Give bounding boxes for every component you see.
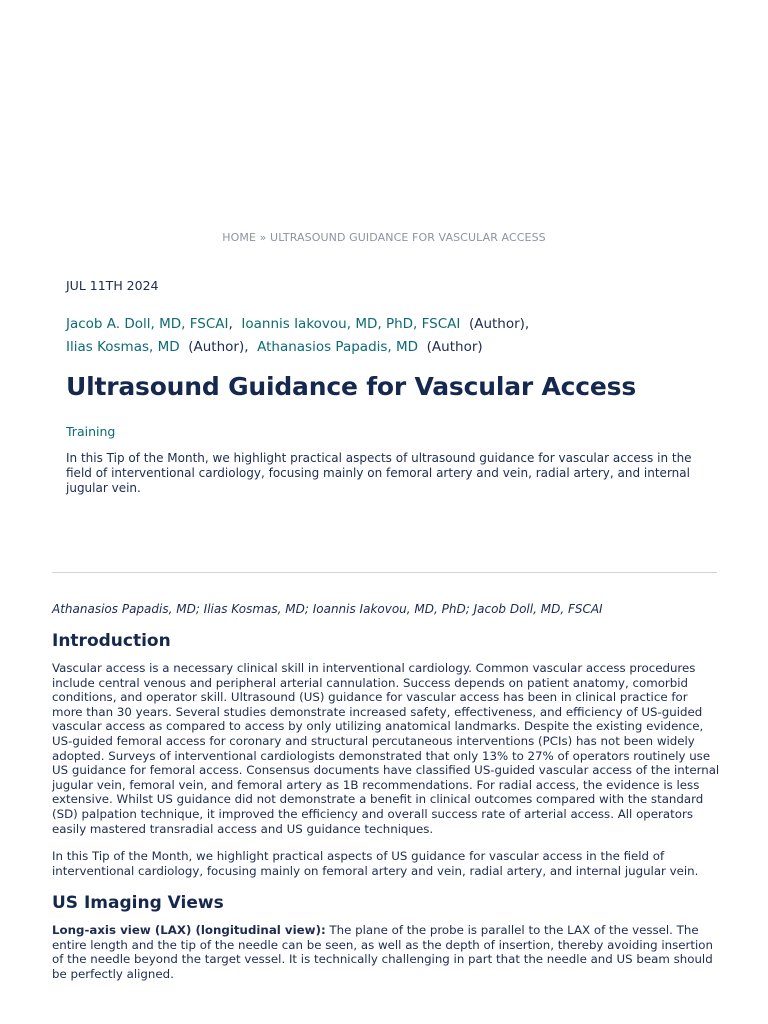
lax-view-text: The plane of the probe is parallel to the LAX of the vessel. The entire length and the tip of the needle can be seen, as well as the depth of insertion, thereby avoiding insertion of the needle beyond the target vessel. It is technically challenging in part that the needle and US beam should be perfectly aligned. xyxy=(52,923,713,981)
breadcrumb-separator: » xyxy=(256,231,271,244)
breadcrumb-home-link[interactable]: HOME xyxy=(222,231,257,244)
publish-date: JUL 11TH 2024 xyxy=(66,278,159,293)
lax-view-paragraph xyxy=(52,923,720,981)
author-separator: , xyxy=(228,316,233,332)
article-summary: In this Tip of the Month, we highlight practical aspects of ultrasound guidance for vascular access in the field of interventional cardiology, focusing mainly on femoral artery and vein, radial artery, and internal jugular vein. xyxy=(66,451,692,495)
author-link-papadis[interactable]: Athanasios Papadis, MD xyxy=(257,339,419,355)
article-byline: Athanasios Papadis, MD; Ilias Kosmas, MD; Ioannis Iakovou, MD, PhD; Jacob Doll, MD, FSCAI xyxy=(52,602,603,616)
divider xyxy=(52,572,717,573)
breadcrumb-current: ULTRASOUND GUIDANCE FOR VASCULAR ACCESS xyxy=(270,231,546,244)
author-link-kosmas[interactable]: Ilias Kosmas, MD xyxy=(66,339,180,355)
introduction-paragraph: Vascular access is a necessary clinical skill in interventional cardiology. Common vascular access procedures include central venous and peripheral arterial cannulation. Success depends on patient anatomy, comorbid conditions, and operator skill. Ultrasound (US) guidance for vascular access has been in clinical practice for more than 30 years. Several studies demonstrate increased safety, effectiveness, and efficiency of US-guided vascular access as compared to access by only utilizing anatomical landmarks. Despite the existing evidence, US-guided femoral access for coronary and structural percutaneous interventions (PCIs) has not been widely adopted. Surveys of interventional cardiologists demonstrated that only 13% to 27% of operators routinely use US guidance for femoral access. Consensus documents have classified US-guided vascular access of the internal jugular vein, femoral vein, and femoral artery as 1B recommendations. For radial access, the evidence is less extensive. Whilst US guidance did not demonstrate a benefit in clinical outcomes compared with the standard (SD) palpation technique, it improved the efficiency and overall success rate of arterial access. All operators easily mastered transradial access and US guidance techniques. xyxy=(52,661,720,836)
introduction-heading: Introduction xyxy=(52,631,171,651)
lax-view-label: Long-axis view (LAX) (longitudinal view): xyxy=(52,923,326,937)
author-role: (Author) xyxy=(426,339,483,355)
author-role: (Author), xyxy=(468,316,530,332)
author-list xyxy=(66,313,706,359)
author-role: (Author), xyxy=(188,339,249,355)
category-link[interactable]: Training xyxy=(66,424,116,439)
imaging-views-heading: US Imaging Views xyxy=(52,893,224,913)
author-link-iakovou[interactable]: Ioannis Iakovou, MD, PhD, FSCAI xyxy=(241,316,461,332)
page-title: Ultrasound Guidance for Vascular Access xyxy=(66,372,637,401)
breadcrumb xyxy=(0,231,768,244)
author-link-doll[interactable]: Jacob A. Doll, MD, FSCAI xyxy=(66,316,229,332)
introduction-paragraph-2: In this Tip of the Month, we highlight practical aspects of US guidance for vascular access in the field of interventional cardiology, focusing mainly on femoral artery and vein, radial artery, and internal jugular vein. xyxy=(52,849,699,878)
